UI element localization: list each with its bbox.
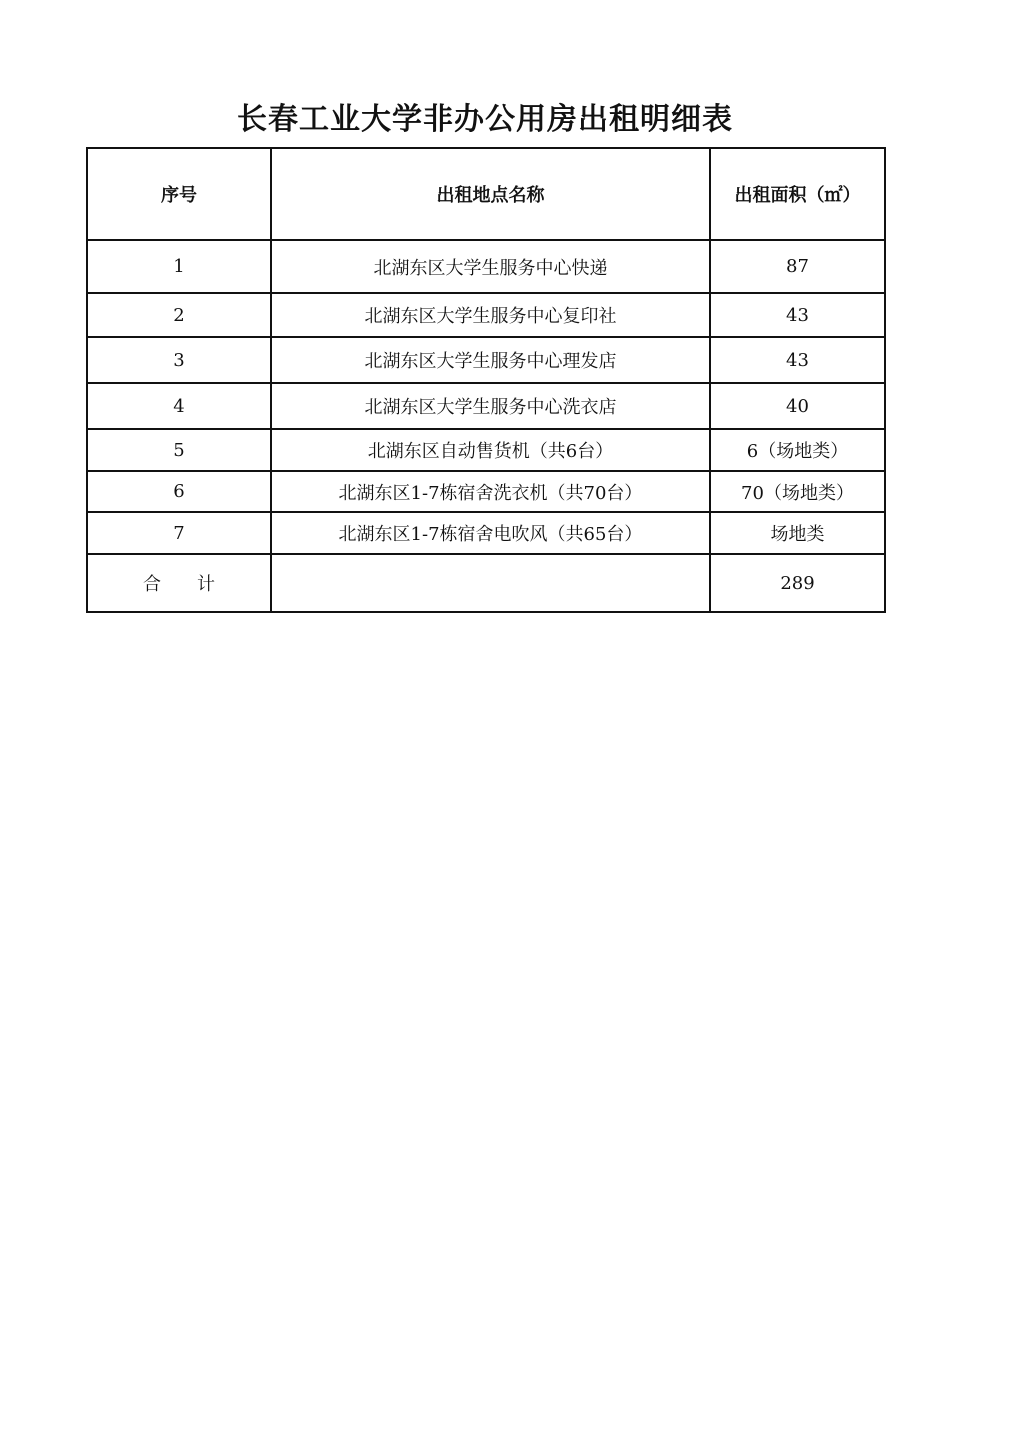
total-rental-area: 289 xyxy=(710,554,885,612)
cell-rental-area: 6（场地类） xyxy=(710,429,885,471)
page-title: 长春工业大学非办公用房出租明细表 xyxy=(237,102,733,137)
cell-serial-number: 6 xyxy=(87,471,271,512)
cell-serial-number: 5 xyxy=(87,429,271,471)
total-location-name xyxy=(271,554,710,612)
cell-serial-number: 3 xyxy=(87,337,271,383)
cell-location-name: 北湖东区大学生服务中心洗衣店 xyxy=(271,383,710,429)
cell-rental-area: 场地类 xyxy=(710,512,885,554)
total-label: 合 计 xyxy=(87,554,271,612)
cell-serial-number: 1 xyxy=(87,240,271,293)
table-row xyxy=(87,383,885,429)
table-row xyxy=(87,337,885,383)
table-header-row xyxy=(87,148,885,240)
header-location-name: 出租地点名称 xyxy=(271,148,710,240)
header-serial-number: 序号 xyxy=(87,148,271,240)
cell-location-name: 北湖东区大学生服务中心复印社 xyxy=(271,293,710,337)
header-rental-area: 出租面积（㎡） xyxy=(710,148,885,240)
cell-rental-area: 43 xyxy=(710,337,885,383)
table-row xyxy=(87,471,885,512)
cell-rental-area: 87 xyxy=(710,240,885,293)
cell-location-name: 北湖东区1-7栋宿舍洗衣机（共70台） xyxy=(271,471,710,512)
table-row xyxy=(87,429,885,471)
cell-location-name: 北湖东区自动售货机（共6台） xyxy=(271,429,710,471)
cell-rental-area: 43 xyxy=(710,293,885,337)
rental-detail-table xyxy=(86,147,886,613)
cell-location-name: 北湖东区大学生服务中心理发店 xyxy=(271,337,710,383)
cell-location-name: 北湖东区大学生服务中心快递 xyxy=(271,240,710,293)
cell-serial-number: 7 xyxy=(87,512,271,554)
cell-serial-number: 2 xyxy=(87,293,271,337)
table-row xyxy=(87,512,885,554)
table-row xyxy=(87,293,885,337)
cell-rental-area: 70（场地类） xyxy=(710,471,885,512)
cell-location-name: 北湖东区1-7栋宿舍电吹风（共65台） xyxy=(271,512,710,554)
table-row xyxy=(87,240,885,293)
table-total-row xyxy=(87,554,885,612)
cell-rental-area: 40 xyxy=(710,383,885,429)
cell-serial-number: 4 xyxy=(87,383,271,429)
